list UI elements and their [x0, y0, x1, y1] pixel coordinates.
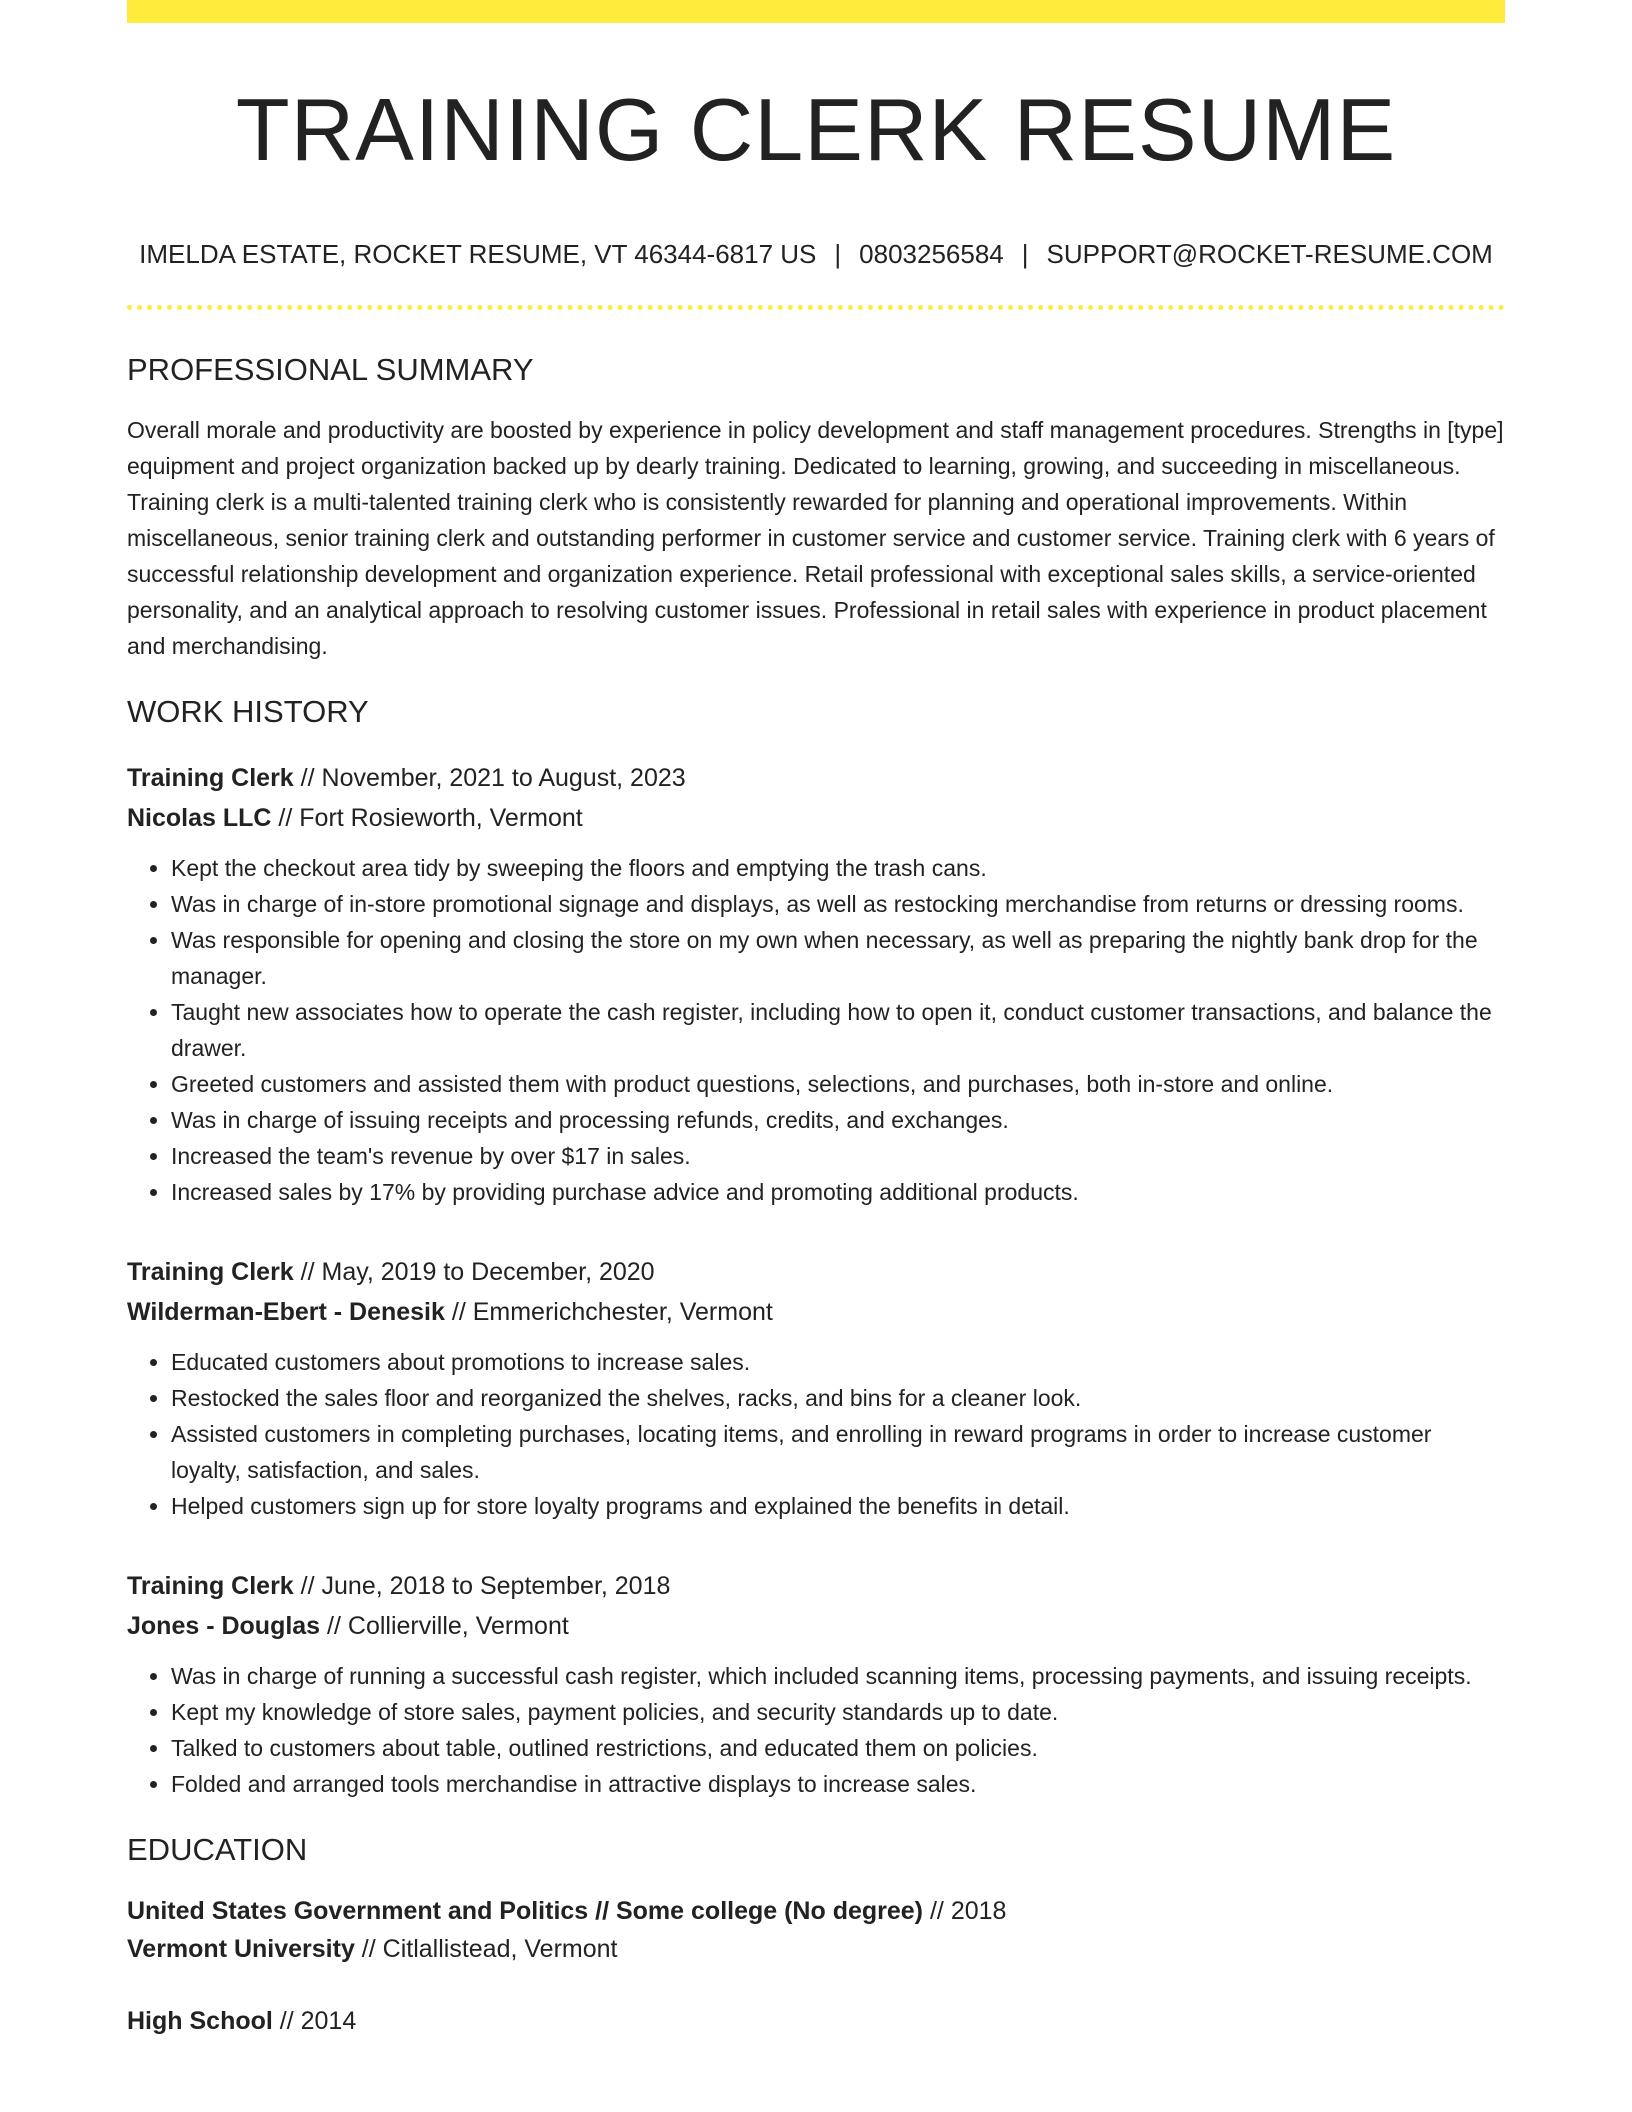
- contact-email: SUPPORT@ROCKET-RESUME.COM: [1046, 239, 1493, 269]
- education-year: 2014: [300, 2007, 357, 2035]
- job-entry: [127, 758, 1505, 1210]
- job-dates: November, 2021 to August, 2023: [321, 764, 686, 792]
- bullet-item: • Taught new associates how to operate the cash register, including how to open it, conduct customer transactions, and balance the drawer.: [171, 994, 1505, 1066]
- job-title: Training Clerk: [127, 1572, 294, 1600]
- job-company: Nicolas LLC: [127, 804, 272, 832]
- job-bullets: [127, 1344, 1505, 1524]
- job-company: Wilderman-Ebert - Denesik: [127, 1298, 445, 1326]
- contact-separator: |: [834, 239, 842, 269]
- contact-phone: 0803256584: [859, 239, 1004, 269]
- bullet-item: • Assisted customers in completing purchases, locating items, and enrolling in reward programs in order to increase customer loyalty, satisfaction, and sales.: [171, 1416, 1505, 1488]
- bullet-item: • Folded and arranged tools merchandise in attractive displays to increase sales.: [171, 1766, 1505, 1802]
- bullet-item: • Increased sales by 17% by providing purchase advice and promoting additional products.: [171, 1174, 1505, 1210]
- bullet-item: • Helped customers sign up for store loyalty programs and explained the benefits in detail.: [171, 1488, 1505, 1524]
- job-dates: May, 2019 to December, 2020: [321, 1258, 655, 1286]
- education-entry: [127, 2002, 1505, 2040]
- education-heading: EDUCATION: [127, 1832, 308, 1867]
- work-history-heading: WORK HISTORY: [127, 694, 369, 729]
- job-bullets: [127, 1658, 1505, 1802]
- separator: //: [293, 1258, 322, 1286]
- job-location: Emmerichchester, Vermont: [472, 1298, 773, 1326]
- accent-top-bar: [127, 0, 1505, 23]
- contact-address: IMELDA ESTATE, ROCKET RESUME, VT 46344-6817 US: [139, 239, 817, 269]
- separator: //: [293, 764, 322, 792]
- separator: //: [354, 1935, 383, 1963]
- job-entry: [127, 1252, 1505, 1524]
- job-title-line: [127, 1566, 1505, 1606]
- bullet-item: • Restocked the sales floor and reorganized the shelves, racks, and bins for a cleaner look.: [171, 1380, 1505, 1416]
- bullet-item: • Kept my knowledge of store sales, payment policies, and security standards up to date.: [171, 1694, 1505, 1730]
- education-school: Vermont University: [127, 1935, 355, 1963]
- job-bullets: [127, 850, 1505, 1210]
- job-title: Training Clerk: [127, 764, 294, 792]
- education-degree: United States Government and Politics // Some college (No degree): [127, 1897, 924, 1925]
- education-year: 2018: [950, 1897, 1007, 1925]
- bullet-item: • Was responsible for opening and closing the store on my own when necessary, as well as preparing the nightly bank drop for the manager.: [171, 922, 1505, 994]
- job-title-line: [127, 1252, 1505, 1292]
- job-entry: [127, 1566, 1505, 1802]
- bullet-item: • Increased the team's revenue by over $17 in sales.: [171, 1138, 1505, 1174]
- separator: //: [320, 1612, 348, 1640]
- education-school-line: [127, 1930, 1505, 1968]
- education-location: Citlallistead, Vermont: [382, 1935, 618, 1963]
- bullet-item: • Greeted customers and assisted them with product questions, selections, and purchases, both in-store and online.: [171, 1066, 1505, 1102]
- job-title: Training Clerk: [127, 1258, 294, 1286]
- separator: //: [271, 804, 300, 832]
- job-location: Fort Rosieworth, Vermont: [299, 804, 583, 832]
- resume-body: [127, 348, 1505, 2040]
- separator: //: [272, 2007, 301, 2035]
- job-company-line: [127, 798, 1505, 838]
- job-title-line: [127, 758, 1505, 798]
- resume-title: TRAINING CLERK RESUME: [235, 80, 1397, 179]
- separator: //: [444, 1298, 473, 1326]
- separator: //: [923, 1897, 951, 1925]
- summary-text: Overall morale and productivity are boosted by experience in policy development and staff management procedures. Strengths in [type] equipment and project organization backed up by dearly training. Dedicated to learning, growing, and succeeding in miscellaneous. Training clerk is a multi-talented training clerk who is consistently rewarded for planning and operational improvements. Within miscellaneous, senior training clerk and outstanding performer in customer service and customer service. Training clerk with 6 years of successful relationship development and organization experience. Retail professional with exceptional sales skills, a service-oriented personality, and an analytical approach to resolving customer issues. Professional in retail sales with experience in product placement and merchandising.: [127, 417, 1504, 659]
- bullet-item: • Was in charge of issuing receipts and processing refunds, credits, and exchanges.: [171, 1102, 1505, 1138]
- job-location: Collierville, Vermont: [347, 1612, 569, 1640]
- bullet-item: • Was in charge of running a successful cash register, which included scanning items, processing payments, and issuing receipts.: [171, 1658, 1505, 1694]
- dotted-divider: [127, 305, 1505, 310]
- education-degree-line: [127, 2002, 1505, 2040]
- education-degree: High School: [127, 2007, 273, 2035]
- bullet-item: • Talked to customers about table, outlined restrictions, and educated them on policies.: [171, 1730, 1505, 1766]
- education-entry: [127, 1892, 1505, 1968]
- separator: //: [293, 1572, 322, 1600]
- job-company-line: [127, 1292, 1505, 1332]
- job-company: Jones - Douglas: [127, 1612, 321, 1640]
- bullet-item: • Educated customers about promotions to increase sales.: [171, 1344, 1505, 1380]
- job-dates: June, 2018 to September, 2018: [321, 1572, 671, 1600]
- contact-line: [127, 234, 1505, 274]
- contact-separator: |: [1021, 239, 1029, 269]
- job-company-line: [127, 1606, 1505, 1646]
- education-degree-line: [127, 1892, 1505, 1930]
- bullet-item: • Kept the checkout area tidy by sweeping the floors and emptying the trash cans.: [171, 850, 1505, 886]
- bullet-item: • Was in charge of in-store promotional signage and displays, as well as restocking merchandise from returns or dressing rooms.: [171, 886, 1505, 922]
- summary-heading: PROFESSIONAL SUMMARY: [127, 352, 534, 387]
